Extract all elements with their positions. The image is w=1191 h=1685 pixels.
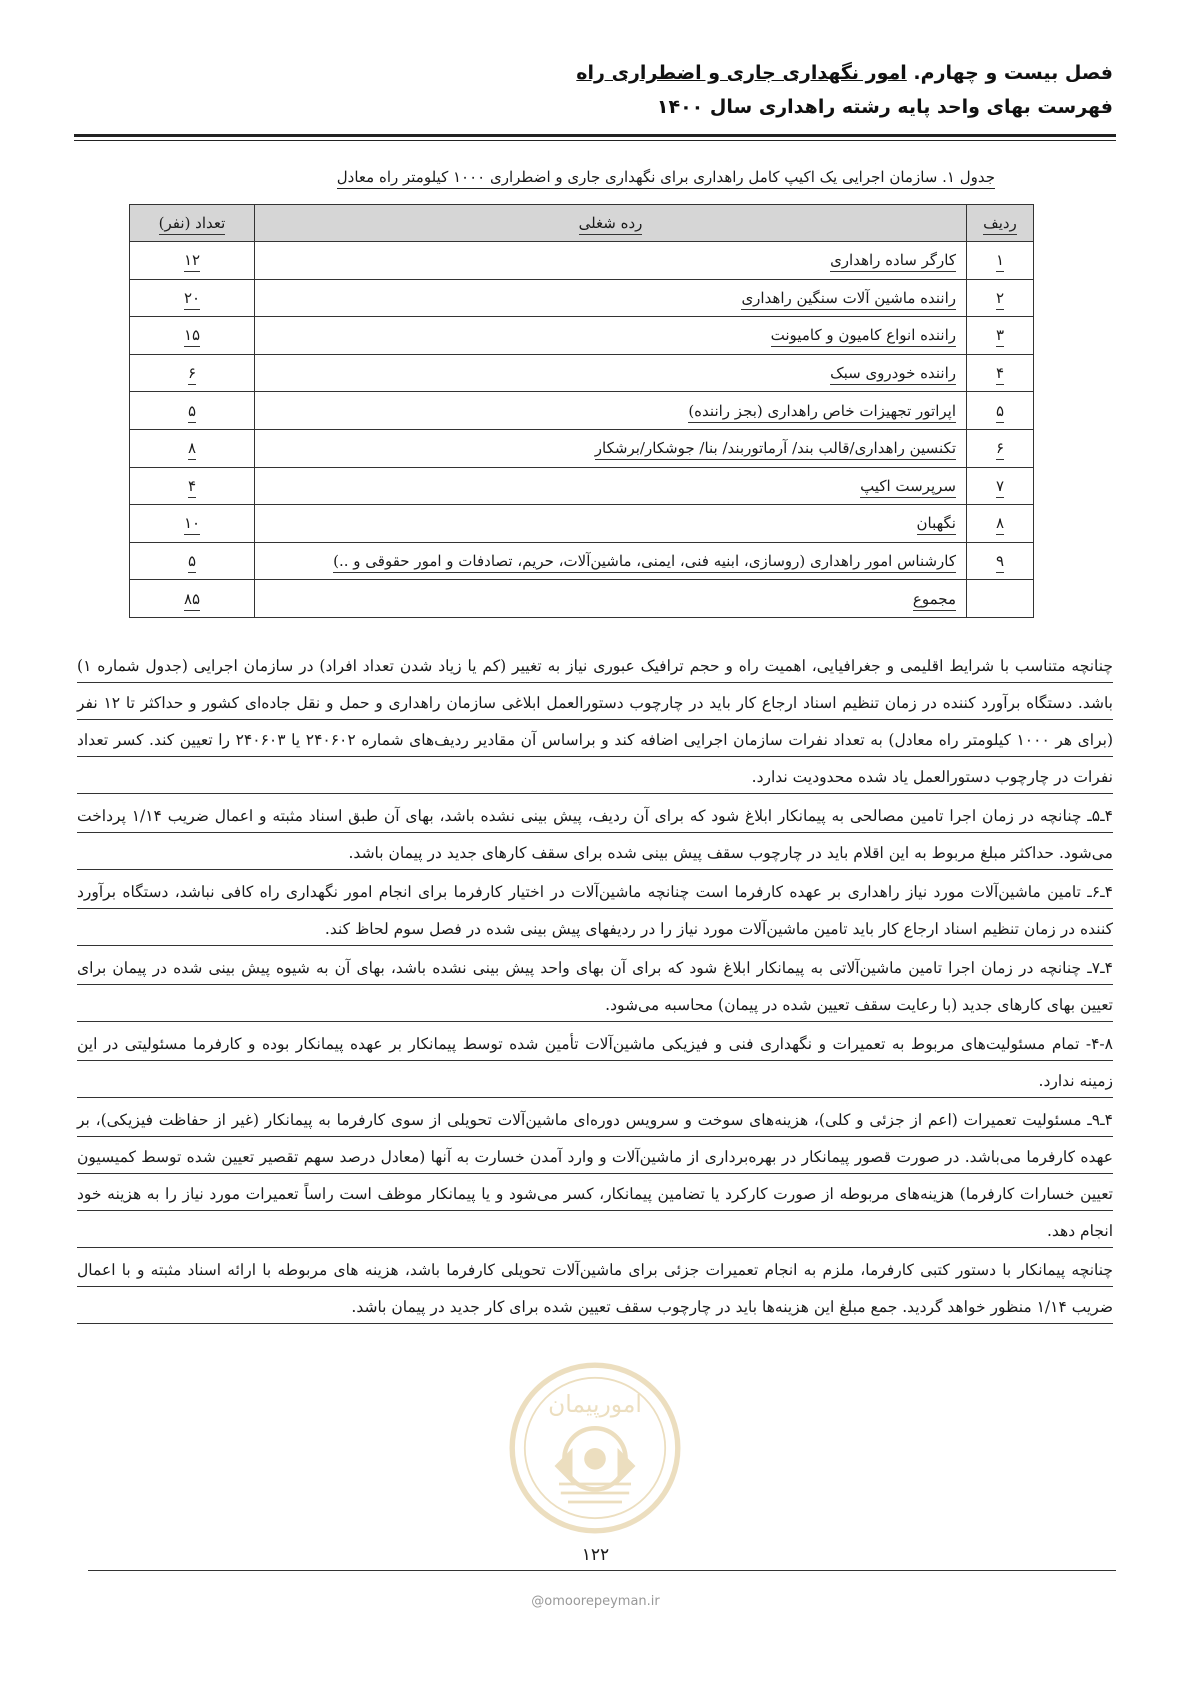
row-number-cell — [967, 505, 1034, 543]
staff-count: ۸ — [188, 439, 196, 460]
document-body — [77, 648, 1113, 1328]
table-row — [130, 354, 1034, 392]
staff-count: ۱۵ — [184, 326, 200, 347]
row-number-cell — [967, 354, 1034, 392]
job-title: راننده انواع کامیون و کامیونت — [771, 326, 956, 347]
staff-count: ۱۰ — [184, 514, 200, 535]
staff-count: ۲۰ — [184, 289, 200, 310]
total-count-cell — [130, 580, 255, 618]
seal-text: امورپیمان — [548, 1390, 642, 1418]
job-title-cell — [255, 354, 967, 392]
page-subtitle: فهرست بهای واحد پایه رشته راهداری سال ۱۴۰۰ — [656, 96, 1113, 118]
row-number: ۴ — [996, 364, 1004, 385]
staff-count-cell — [130, 279, 255, 317]
total-count: ۸۵ — [184, 590, 200, 611]
header-count: تعداد (نفر) — [130, 205, 255, 242]
staff-count-cell — [130, 542, 255, 580]
header-rule-thick — [74, 134, 1116, 137]
body-paragraph: ۴ـ۵ـ چنانچه در زمان اجرا تامین مصالحی به پیمانکار ابلاغ شود که برای آن ردیف، پیش بینی نشده باشد، بهای آن طبق اسناد مثبته و اعمال ضریب ۱/۱۴ پرداخت می‌شود. حداکثر مبلغ مربوط به این اقلام باید در چارچوب سقف پیش بینی شده برای سقف کارهای جدید در پیمان باشد. — [77, 798, 1113, 872]
row-number-cell — [967, 429, 1034, 467]
total-label: مجموع — [913, 590, 956, 611]
row-number: ۶ — [996, 439, 1004, 460]
job-title-cell — [255, 505, 967, 543]
job-title-cell — [255, 392, 967, 430]
table-caption: جدول ۱. سازمان اجرایی یک اکیپ کامل راهداری برای نگهداری جاری و اضطراری ۱۰۰۰ کیلومتر راه معادل — [337, 168, 995, 189]
header-rule-thin — [74, 140, 1116, 141]
job-title-cell — [255, 467, 967, 505]
staff-count-cell — [130, 429, 255, 467]
page-number: ۱۲۲ — [581, 1545, 610, 1565]
job-title: نگهبان — [917, 514, 957, 535]
body-paragraph: ۴ـ۷ـ چنانچه در زمان اجرا تامین ماشین‌آلاتی به پیمانکار ابلاغ شود که برای آن بهای واحد پیش بینی نشده باشد، بهای آن به شیوه پیش بینی شده در پیمان برای تعیین بهای کارهای جدید (با رعایت سقف تعیین شده در پیمان) محاسبه می‌شود. — [77, 950, 1113, 1024]
total-label-cell — [255, 580, 967, 618]
staff-count-cell — [130, 317, 255, 355]
table-row — [130, 279, 1034, 317]
seal-icon — [505, 1358, 685, 1538]
job-title: راننده خودروی سبک — [830, 364, 956, 385]
row-number: ۸ — [996, 514, 1004, 535]
staff-count-cell — [130, 392, 255, 430]
job-title: اپراتور تجهیزات خاص راهداری (بجز راننده) — [688, 402, 956, 423]
row-number-cell — [967, 242, 1034, 280]
header-row-number: ردیف — [967, 205, 1034, 242]
body-paragraph: ۴ـ۶ـ تامین ماشین‌آلات مورد نیاز راهداری بر عهده کارفرما است چنانچه ماشین‌آلات در اختیار کارفرما برای انجام امور نگهداری راه کافی نباشد، دستگاه برآورد کننده در زمان تنظیم اسناد ارجاع کار باید تامین ماشین‌آلات مورد نیاز را در ردیفهای پیش بینی شده در فصل سوم لحاظ کند. — [77, 874, 1113, 948]
job-title: راننده ماشین آلات سنگین راهداری — [741, 289, 956, 310]
table-row — [130, 505, 1034, 543]
table-header-row — [130, 205, 1034, 242]
job-title: تکنسین راهداری/قالب بند/ آرماتوربند/ بنا/ جوشکار/برشکار — [595, 439, 956, 460]
staff-count-cell — [130, 242, 255, 280]
job-title-cell — [255, 279, 967, 317]
body-paragraph: چنانچه متناسب با شرایط اقلیمی و جغرافیایی، اهمیت راه و حجم ترافیک عبوری نیاز به تغییر (کم یا زیاد شدن تعداد افراد) در سازمان اجرایی (جدول شماره ۱) باشد. دستگاه برآورد کننده در زمان تنظیم اسناد ارجاع کار باید در چارچوب دستورالعمل ابلاغی سازمان راهداری و حمل و نقل جاده‌ای کشور و حداکثر تا ۱۲ نفر (برای هر ۱۰۰۰ کیلومتر راه معادل) به تعداد نفرات سازمان اجرایی اضافه کند و براساس آن مقادیر ردیف‌های شماره ۲۴۰۶۰۲ یا ۲۴۰۶۰۳ را تعیین کند. کسر تعداد نفرات در چارچوب دستورالعمل یاد شده محدودیت ندارد. — [77, 648, 1113, 796]
row-number: ۷ — [996, 477, 1004, 498]
row-number-cell — [967, 317, 1034, 355]
table-row — [130, 317, 1034, 355]
staff-count-cell — [130, 467, 255, 505]
table-row — [130, 467, 1034, 505]
job-title: سرپرست اکیپ — [860, 477, 956, 498]
job-title-cell — [255, 429, 967, 467]
chapter-title: امور نگهداری جاری و اضطراری راه — [576, 62, 907, 84]
staff-count-cell — [130, 354, 255, 392]
staff-count: ۱۲ — [184, 251, 200, 272]
body-paragraph: ۴ـ۹ـ مسئولیت تعمیرات (اعم از جزئی و کلی)، هزینه‌های سوخت و سرویس دوره‌ای ماشین‌آلات تحویلی از سوی کارفرما به پیمانکار (غیر از حفاظت فیزیکی)، بر عهده کارفرما می‌باشد. در صورت قصور پیمانکار در بهره‌برداری از ماشین‌آلات و وارد آمدن خسارت به آنها (معادل درصد سهم تقصیر تعیین شده توسط کمیسیون تعیین خسارات کارفرما) هزینه‌های مربوطه از صورت کارکرد یا تضامین پیمانکار، کسر می‌شود و یا پیمانکار موظف است راساً تعمیرات مورد نیاز را به هزینه خود انجام دهد. — [77, 1102, 1113, 1250]
row-number: ۲ — [996, 289, 1004, 310]
row-number-cell — [967, 279, 1034, 317]
table-row — [130, 242, 1034, 280]
table-total-row — [130, 580, 1034, 618]
row-number: ۳ — [996, 326, 1004, 347]
job-title-cell — [255, 542, 967, 580]
total-empty-cell — [967, 580, 1034, 618]
job-title-cell — [255, 242, 967, 280]
row-number: ۵ — [996, 402, 1004, 423]
table-row — [130, 429, 1034, 467]
table-row — [130, 542, 1034, 580]
staff-count: ۴ — [188, 477, 196, 498]
row-number-cell — [967, 542, 1034, 580]
row-number-cell — [967, 392, 1034, 430]
body-paragraph: چنانچه پیمانکار با دستور کتبی کارفرما، ملزم به انجام تعمیرات جزئی برای ماشین‌آلات تحویلی کارفرما باشد، هزینه های مربوطه با ارائه اسناد مثبته و با اعمال ضریب ۱/۱۴ منظور خواهد گردید. جمع مبلغ این هزینه‌ها باید در چارچوب سقف تعیین شده برای کار جدید در پیمان باشد. — [77, 1252, 1113, 1326]
staff-table — [129, 204, 1034, 618]
staff-count: ۵ — [188, 402, 196, 423]
staff-count: ۶ — [188, 364, 196, 385]
table-row — [130, 392, 1034, 430]
job-title: کارشناس امور راهداری (روسازی، ابنیه فنی، ایمنی، ماشین‌آلات، حریم، تصادفات و امور حقوقی و ..) — [333, 552, 956, 573]
chapter-prefix: فصل بیست و چهارم. — [913, 62, 1113, 84]
row-number-cell — [967, 467, 1034, 505]
row-number: ۱ — [996, 251, 1004, 272]
footer-handle: @omoorepeyman.ir — [531, 1594, 660, 1609]
staff-count: ۵ — [188, 552, 196, 573]
row-number: ۹ — [996, 552, 1004, 573]
page-header — [73, 56, 1113, 124]
job-title-cell — [255, 317, 967, 355]
chapter-title-line — [73, 56, 1113, 90]
job-title: کارگر ساده راهداری — [830, 251, 956, 272]
footer-rule — [88, 1570, 1116, 1571]
header-job-title: رده شغلی — [255, 205, 967, 242]
staff-count-cell — [130, 505, 255, 543]
body-paragraph: ۴-۸- تمام مسئولیت‌های مربوط به تعمیرات و نگهداری فنی و فیزیکی ماشین‌آلات تأمین شده توسط پیمانکار بر عهده پیمانکار بوده و کارفرما مسئولیتی در این زمینه ندارد. — [77, 1026, 1113, 1100]
